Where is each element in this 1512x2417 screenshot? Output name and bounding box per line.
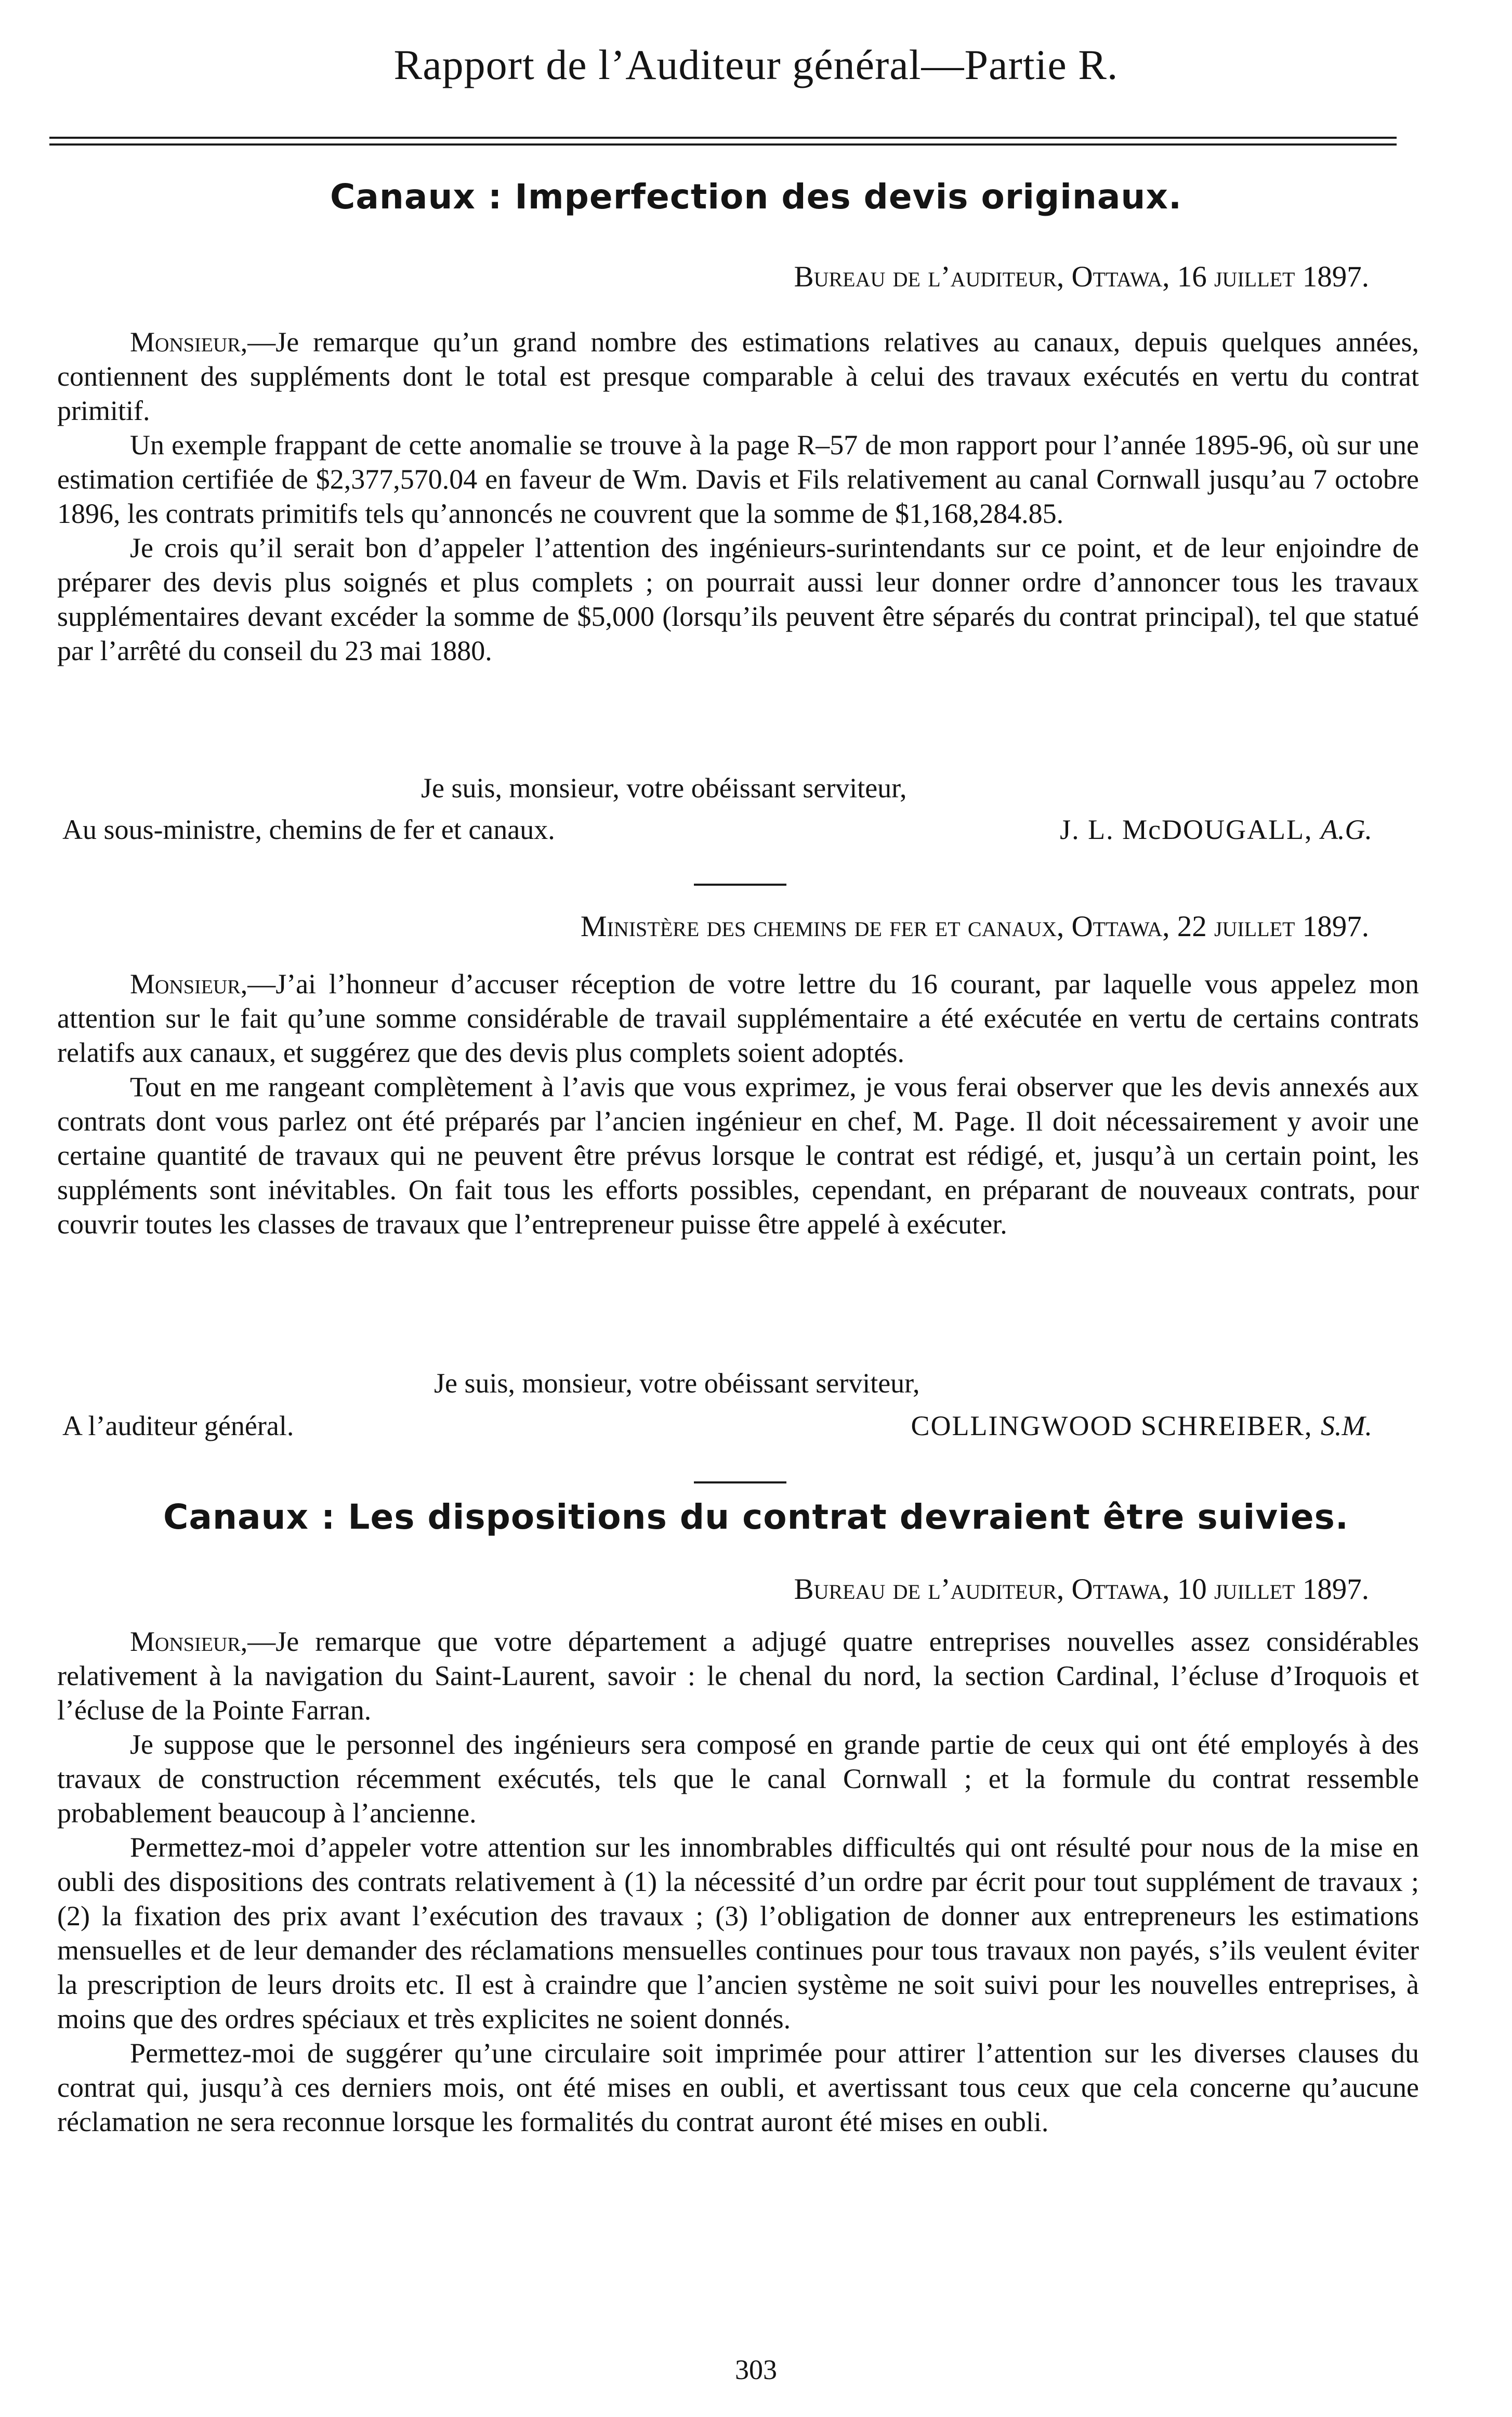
separator-rule <box>694 1481 786 1483</box>
section-title-2: Canaux : Les dispositions du contrat devraient être suivies. <box>163 1497 1349 1537</box>
paragraph: Je suppose que le personnel des ingénieurs sera composé en grande partie de ceux qui ont été employés à des travaux de construction récemment exécutés, tels que le canal Cornwall ; et la formule du contrat ressemble probablement beaucoup à l’ancienne. <box>57 1729 1419 1829</box>
salutation: Monsieur, <box>130 1626 248 1657</box>
paragraph: Monsieur,—Je remarque que votre département a adjugé quatre entreprises nouvelles assez considérables relativement à la navigation du Saint-Laurent, savoir : le chenal du nord, la section Cardinal, l’écluse d’Iroquois et l’écluse de la Pointe Farran. <box>57 1626 1419 1726</box>
letter-body-1 <box>57 325 1419 668</box>
header-rule-bottom <box>49 143 1397 146</box>
addressee: Au sous-ministre, chemins de fer et canaux. <box>62 814 555 845</box>
dateline-2: Ministère des chemins de fer et canaux, Ottawa, 22 juillet 1897. <box>580 910 1369 943</box>
paragraph: Un exemple frappant de cette anomalie se trouve à la page R–57 de mon rapport pour l’année 1895-96, où sur une estimation certifiée de $2,377,570.04 en faveur de Wm. Davis et Fils relativement au canal Cornwall jusqu’au 7 octobre 1896, les contrats primitifs tels qu’annoncés ne couvrent que la somme de $1,168,284.85. <box>57 429 1419 529</box>
letter-body-2 <box>57 967 1419 1241</box>
paragraph: Je crois qu’il serait bon d’appeler l’attention des ingénieurs-surintendants sur ce point, et de leur enjoindre de préparer des devis plus soignés et plus complets ; on pourrait aussi leur donner ordre d’annoncer tous les travaux supplémentaires devant excéder la somme de $5,000 (lorsqu’ils peuvent être séparés du contrat principal), tel que statué par l’arrêté du conseil du 23 mai 1880. <box>57 532 1419 666</box>
page-number: 303 <box>735 2354 777 2385</box>
section-title-1: Canaux : Imperfection des devis originaux. <box>330 177 1182 217</box>
separator-rule <box>694 884 786 886</box>
signature: COLLINGWOOD SCHREIBER, S.M. <box>911 1410 1372 1441</box>
running-header: Rapport de l’Auditeur général—Partie R. <box>393 41 1119 88</box>
dateline-3: Bureau de l’auditeur, Ottawa, 10 juillet 1897. <box>794 1573 1369 1606</box>
paragraph: Monsieur,—Je remarque qu’un grand nombre des estimations relatives au canaux, depuis quelques années, contiennent des suppléments dont le total est presque comparable à celui des travaux exécutés en vertu du contrat primitif. <box>57 326 1419 426</box>
closing-2: Je suis, monsieur, votre obéissant serviteur, <box>434 1368 920 1399</box>
signature: J. L. McDOUGALL, A.G. <box>1060 814 1372 845</box>
dateline-1: Bureau de l’auditeur, Ottawa, 16 juillet 1897. <box>794 260 1369 293</box>
paragraph: Monsieur,—J’ai l’honneur d’accuser réception de votre lettre du 16 courant, par laquelle vous appelez mon attention sur le fait qu’une somme considérable de travail supplémentaire a été exécutée en vertu de certains contrats relatifs aux canaux, et suggérez que des devis plus complets soient adoptés. <box>57 968 1419 1068</box>
salutation: Monsieur, <box>130 968 248 1000</box>
header-rule-top <box>49 137 1397 139</box>
letter-body-3 <box>57 1624 1419 2139</box>
closing-1: Je suis, monsieur, votre obéissant serviteur, <box>421 772 907 804</box>
paragraph: Tout en me rangeant complètement à l’avis que vous exprimez, je vous ferai observer que les devis annexés aux contrats dont vous parlez ont été préparés par l’ancien ingénieur en chef, M. Page. Il doit nécessairement y avoir une certaine quantité de travaux qui ne peuvent être prévus lorsque le contrat est rédigé, et, jusqu’à un certain point, les suppléments sont inévitables. On fait tous les efforts possibles, cependant, en préparant de nouveaux contrats, pour couvrir toutes les classes de travaux que l’entrepreneur puisse être appelé à exécuter. <box>57 1071 1419 1240</box>
salutation: Monsieur, <box>130 326 248 358</box>
signature-row-1 <box>62 813 1372 846</box>
addressee: A l’auditeur général. <box>62 1410 294 1441</box>
paragraph: Permettez-moi de suggérer qu’une circulaire soit imprimée pour attirer l’attention sur les diverses clauses du contrat qui, jusqu’à ces derniers mois, ont été mises en oubli, et avertissant tous ceux que cela concerne qu’aucune réclamation ne sera reconnue lorsque les formalités du contrat auront été mises en oubli. <box>57 2038 1419 2137</box>
paragraph: Permettez-moi d’appeler votre attention sur les innombrables difficultés qui ont résulté pour nous de la mise en oubli des dispositions des contrats relativement à (1) la nécessité d’un ordre par écrit pour tout supplément de travaux ; (2) la fixation des prix avant l’exécution des travaux ; (3) l’obligation de donner aux entrepreneurs les estimations mensuelles et de leur demander des réclamations mensuelles continues pour tous travaux non payés, s’ils veulent éviter la prescription de leurs droits etc. Il est à craindre que l’ancien système ne soit suivi pour les nouvelles entreprises, à moins que des ordres spéciaux et très explicites ne soient donnés. <box>57 1832 1419 2034</box>
signature-row-2 <box>62 1410 1372 1442</box>
